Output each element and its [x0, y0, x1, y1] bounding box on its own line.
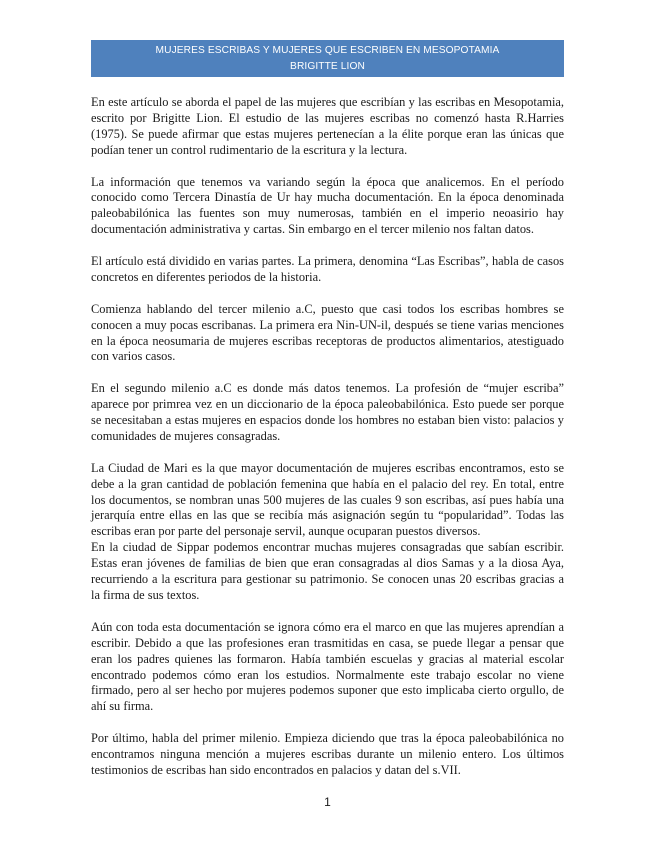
page-number: 1 [324, 795, 331, 809]
paragraph-intro: En este artículo se aborda el papel de las mujeres que escribían y las escribas en Mesopotamia, escrito por Brigitte Lion. El estudio de las mujeres escribas no comenzó hasta R.Harries (1975). Se puede afirmar que estas mujeres pertenecían a la élite porque eran las únicas que podían tener un control rudimentario de la escritura y la lectura. [91, 95, 564, 157]
document-author: BRIGITTE LION [290, 60, 365, 72]
paragraph-second-millennium: En el segundo milenio a.C es donde más datos tenemos. La profesión de “mujer escriba” aparece por primrea vez en un diccionario de la época paleobabilónica. Esto puede ser porque se necesitaban a estas mujeres en espacios donde los hombres no estaban bien visto: palacios y comunidades de mujeres consagradas. [91, 381, 564, 443]
paragraph-first-millennium: Por último, habla del primer milenio. Empieza diciendo que tras la época paleobabilónica no encontramos ninguna mención a mujeres escribas durante un milenio entero. Los últimos testimonios de escribas han sido encontrados en palacios y datan del s.VII. [91, 731, 564, 777]
paragraph-structure: El artículo está dividido en varias partes. La primera, denomina “Las Escribas”, habla de casos concretos en diferentes periodos de la historia. [91, 254, 564, 284]
paragraph-sippar: En la ciudad de Sippar podemos encontrar muchas mujeres consagradas que sabían escribir. Estas eran jóvenes de familias de bien que eran consagradas al dios Samas y a la diosa Aya, recurriendo a la escritura para gestionar su patrimonio. Se conocen unas 20 escribas gracias a la firma de sus textos. [91, 540, 564, 603]
title-banner [91, 40, 564, 77]
document-title: MUJERES ESCRIBAS Y MUJERES QUE ESCRIBEN EN MESOPOTAMIA [155, 45, 500, 56]
paragraph-third-millennium: Comienza hablando del tercer milenio a.C, puesto que casi todos los escribas hombres se conocen a muy pocas escribanas. La primera era Nin-UN-il, después se tiene varias menciones en la época neosumaria de mujeres escribas receptoras de productos alimentarios, atestiguado con varios casos. [91, 301, 564, 364]
paragraph-education: Aún con toda esta documentación se ignora cómo era el marco en que las mujeres aprendían a escribir. Debido a que las profesiones eran trasmitidas en casa, se puede llegar a pensar que eran los padres quienes las formaron. Había también escuelas y gracias al material escolar encontrado podemos cómo eran los estudios. Normalmente este trabajo escolar no viene firmado, pero al ser hecho por mujeres podemos suponer que esto implicaba cierto orgullo, de ahí su firma. [91, 619, 564, 714]
paragraph-mari: La Ciudad de Mari es la que mayor documentación de mujeres escribas encontramos, esto se debe a la gran cantidad de población femenina que había en el palacio del rey. En total, entre los documentos, se nombran unas 500 mujeres de las cuales 9 son escribas, así pues había una jerarquía entre ellas en las que se recibía más asignación según tu “popularidad”. Todas las escribas eran por parte del personaje servil, aunque ocuparan puestos diversos. [91, 460, 564, 539]
paragraph-sources: La información que tenemos va variando según la época que analicemos. En el período conocido como Tercera Dinastía de Ur hay mucha documentación. En la época denominada paleobabilónica las fuentes son muy numerosas, también en el imperio neoasirio hay documentación administrativa y cartas. Sin embargo en el tercer milenio nos faltan datos. [91, 174, 564, 237]
document-body [91, 95, 564, 795]
